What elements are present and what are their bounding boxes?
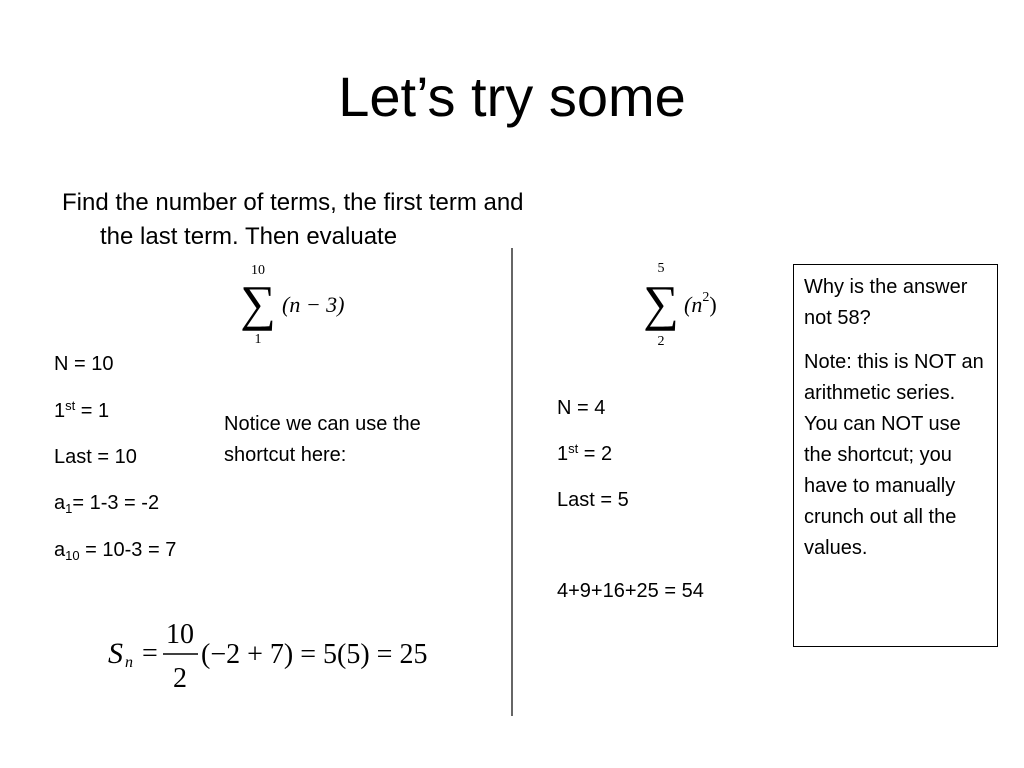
formula-rest: (−2 + 7) = 5(5) = 25 <box>201 639 428 670</box>
note-question: Why is the answer not 58? <box>804 276 968 329</box>
right-total-calc: 4+9+16+25 = 54 <box>557 580 704 602</box>
left-summation <box>230 256 380 352</box>
left-a1-calc: $a_1= 1-3 = -2$ <box>54 492 160 516</box>
formula-denominator: 2 <box>173 663 187 694</box>
left-sum-expression: (n − 3) <box>282 292 345 317</box>
column-divider <box>511 248 513 716</box>
right-summation <box>633 256 763 352</box>
note-box <box>793 264 998 647</box>
formula-n-subscript: n <box>125 654 133 671</box>
formula-s: S <box>108 637 123 670</box>
right-sum-lower-limit: 2 <box>657 334 665 349</box>
formula-numerator: 10 <box>166 619 194 650</box>
note-explanation: Note: this is NOT an arithmetic series. You can NOT use the shortcut; you have to manually crunch out all the values. <box>804 351 984 559</box>
formula-equals: = <box>142 638 158 669</box>
left-sum-sigma: ∑ <box>240 275 276 331</box>
right-last-term: Last = 5 <box>557 489 629 511</box>
right-sum-sigma: ∑ <box>643 275 679 331</box>
right-sum-upper-limit: 5 <box>657 261 665 276</box>
left-a10-calc: $a_{10} = 10-3 = 7$ <box>54 539 177 563</box>
left-sum-lower-limit: 1 <box>254 332 262 347</box>
sum-formula <box>100 615 460 697</box>
shortcut-note: Notice we can use the shortcut here: <box>224 413 421 466</box>
right-n-value: N = 4 <box>557 397 606 419</box>
left-sum-upper-limit: 10 <box>251 263 265 278</box>
left-last-term: Last = 10 <box>54 446 137 468</box>
right-sum-expression: $(n^2)$ <box>684 290 717 317</box>
left-first-term: 1st = 1 <box>54 398 110 422</box>
slide-title: Let’s try some <box>338 65 686 128</box>
right-first-term: 1st = 2 <box>557 441 613 465</box>
instruction-text: Find the number of terms, the first term and the last term. Then evaluate <box>62 189 524 250</box>
left-n-value: N = 10 <box>54 353 114 375</box>
